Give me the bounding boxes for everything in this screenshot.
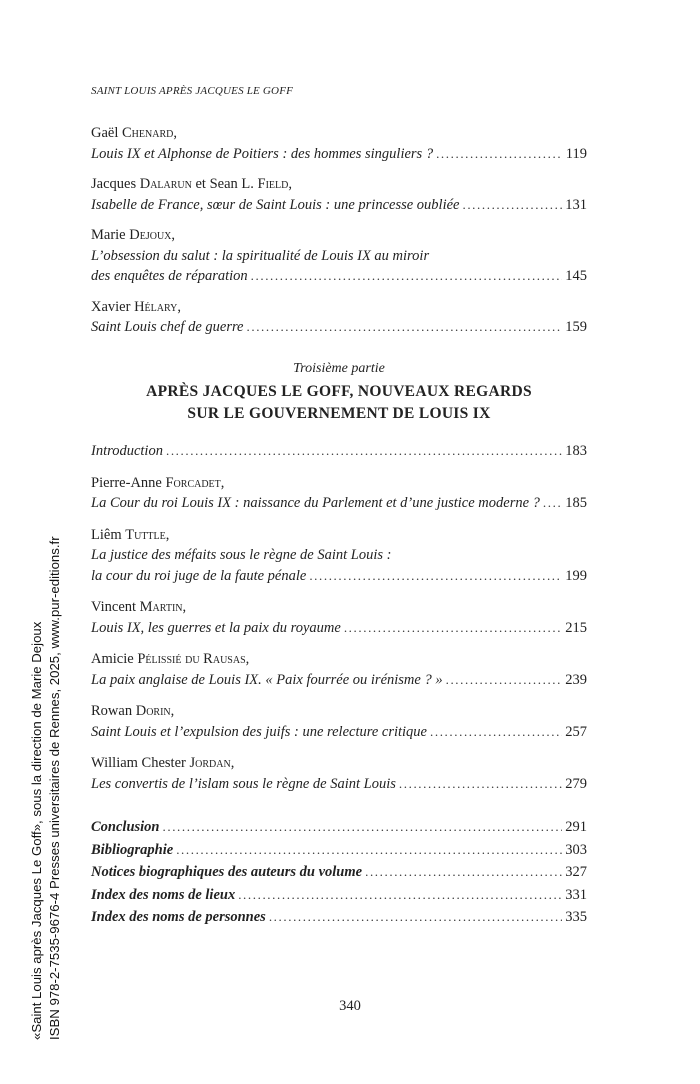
- toc-link-row[interactable]: [91, 670, 587, 691]
- page-ref: 183: [565, 443, 587, 459]
- author-surname: Martin: [139, 599, 183, 615]
- entry-title: des enquêtes de réparation: [91, 268, 248, 284]
- author-surname: Pélissié du Rausas: [137, 651, 246, 667]
- toc-entry: [91, 225, 587, 287]
- entry-title: La Cour du roi Louis IX : naissance du Parlement et d’une justice moderne ?: [91, 495, 540, 511]
- dot-leader: [247, 317, 563, 338]
- entry-author: [91, 753, 587, 774]
- toc-entry: [91, 753, 587, 794]
- back-matter-row[interactable]: [91, 816, 587, 839]
- author-surname: Hélary: [134, 298, 178, 315]
- page-ref: 215: [565, 619, 587, 636]
- author-surname: Tuttle: [125, 526, 166, 543]
- toc-link-row[interactable]: [91, 618, 587, 639]
- toc-link-row[interactable]: [91, 317, 587, 338]
- dot-leader: [365, 861, 562, 884]
- entry-title: Les convertis de l’islam sous le règne de Saint Louis: [91, 775, 396, 792]
- toc-section-back-matter: [91, 816, 587, 929]
- toc-entry: [91, 597, 587, 638]
- part-title-line-2: SUR LE GOUVERNEMENT DE LOUIS IX: [187, 405, 491, 422]
- author-name-part: ,: [170, 703, 175, 719]
- page-ref: 327: [565, 864, 587, 880]
- toc-entry: [91, 174, 587, 215]
- dot-leader: [309, 566, 562, 587]
- dot-leader: [446, 670, 563, 691]
- author-surname: Field: [257, 176, 289, 192]
- back-matter-title: Index des noms de lieux: [91, 886, 236, 903]
- author-name-part: et Sean L.: [191, 176, 258, 192]
- toc-entry: [91, 525, 587, 587]
- page-ref: 239: [565, 671, 587, 688]
- entry-author: [91, 123, 587, 144]
- dot-leader: [166, 441, 562, 462]
- author-name-part: Rowan: [91, 703, 136, 719]
- author-name-part: Liêm: [91, 526, 126, 543]
- entry-author: [91, 597, 587, 618]
- entry-title: Saint Louis et l’expulsion des juifs : une relecture critique: [91, 723, 427, 740]
- author-name-part: Jacques: [91, 176, 140, 192]
- author-name-part: ,: [182, 599, 187, 615]
- toc-section-top: [91, 123, 587, 338]
- author-surname: Jordan: [189, 755, 231, 771]
- back-matter-title: Notices biographiques des auteurs du volume: [91, 864, 363, 880]
- entry-title: Introduction: [91, 443, 163, 459]
- author-name-part: Xavier: [91, 298, 135, 315]
- author-surname: Dorin: [135, 703, 171, 719]
- back-matter-row[interactable]: [91, 906, 587, 929]
- dot-leader: [436, 144, 563, 165]
- page-ref: 185: [565, 495, 587, 511]
- entry-author: [91, 649, 587, 670]
- entry-title: la cour du roi juge de la faute pénale: [91, 567, 307, 584]
- dot-leader: [163, 816, 563, 839]
- side-note-line-2: ISBN 978-2-7535-9676-4 Presses universitaires de Rennes, 2025, www.pur-editions.fr: [47, 536, 62, 1040]
- entry-title-line: L’obsession du salut : la spiritualité de Louis IX au miroir: [91, 247, 430, 264]
- part-title-line-1: APRÈS JACQUES LE GOFF, NOUVEAUX REGARDS: [146, 383, 532, 400]
- page-ref: 257: [565, 723, 587, 740]
- back-matter-title: Bibliographie: [91, 841, 174, 858]
- page-ref: 303: [565, 841, 587, 858]
- side-note-line-1: «Saint Louis après Jacques Le Goff», sous la direction de Marie Dejoux: [29, 621, 44, 1040]
- toc-link-row[interactable]: [91, 195, 587, 216]
- toc-entry: [91, 441, 587, 462]
- toc-link-row[interactable]: [91, 441, 587, 462]
- entry-author: [91, 297, 587, 318]
- entry-title: Louis IX, les guerres et la paix du royaume: [91, 619, 341, 636]
- page-ref: 331: [565, 886, 587, 903]
- entry-title: La paix anglaise de Louis IX. « Paix fourrée ou irénisme ? »: [91, 671, 443, 688]
- author-name-part: ,: [230, 755, 235, 771]
- entry-author: [91, 701, 587, 722]
- author-name-part: ,: [171, 227, 176, 243]
- author-surname: Dejoux: [129, 227, 172, 243]
- author-surname: Chenard: [122, 125, 174, 141]
- toc-link-row[interactable]: [91, 493, 587, 514]
- page-ref: 279: [565, 775, 587, 792]
- author-name-part: William Chester: [91, 755, 190, 771]
- entry-author: [91, 525, 587, 546]
- back-matter-row[interactable]: [91, 884, 587, 907]
- dot-leader: [462, 195, 562, 216]
- toc-link-row[interactable]: [91, 774, 587, 795]
- back-matter-row[interactable]: [91, 839, 587, 862]
- page-ref: 119: [565, 145, 587, 162]
- entry-title: Saint Louis chef de guerre: [91, 319, 244, 335]
- side-note-citation: [28, 536, 64, 1040]
- part-title: [91, 381, 587, 425]
- page-ref: 199: [565, 567, 587, 584]
- back-matter-row[interactable]: [91, 861, 587, 884]
- entry-title: Isabelle de France, sœur de Saint Louis : une princesse oubliée: [91, 196, 460, 213]
- dot-leader: [543, 493, 562, 514]
- entry-author: [91, 174, 587, 195]
- page-number: 340: [339, 998, 361, 1014]
- page-ref: 291: [565, 819, 587, 835]
- toc-entry: [91, 473, 587, 514]
- back-matter-title: Index des noms de personnes: [91, 909, 266, 925]
- dot-leader: [344, 618, 562, 639]
- author-name-part: ,: [173, 125, 177, 141]
- author-name-part: ,: [245, 651, 250, 667]
- page-ref: 145: [565, 268, 587, 284]
- toc-link-row[interactable]: [91, 566, 587, 587]
- author-name-part: ,: [177, 298, 181, 315]
- dot-leader: [399, 774, 562, 795]
- toc-link-row[interactable]: [91, 266, 587, 287]
- author-name-part: Vincent: [91, 599, 140, 615]
- dot-leader: [430, 722, 562, 743]
- page-ref: 131: [565, 196, 587, 213]
- dot-leader: [176, 839, 562, 862]
- dot-leader: [251, 266, 563, 287]
- dot-leader: [269, 906, 562, 929]
- entry-author: [91, 225, 587, 246]
- toc-link-row[interactable]: [91, 144, 587, 165]
- dot-leader: [238, 884, 562, 907]
- author-surname: Dalarun: [139, 176, 192, 192]
- author-name-part: ,: [165, 526, 170, 543]
- entry-author: [91, 473, 587, 494]
- entry-title: Louis IX et Alphonse de Poitiers : des hommes singuliers ?: [91, 145, 434, 162]
- page-ref: 335: [565, 909, 587, 925]
- back-matter-title: Conclusion: [91, 819, 160, 835]
- toc-entry: [91, 649, 587, 690]
- part-label: Troisième partie: [293, 361, 385, 376]
- author-name-part: Marie: [91, 227, 130, 243]
- author-name-part: Amicie: [91, 651, 138, 667]
- toc-section-part3: [91, 441, 587, 794]
- entry-title-line: La justice des méfaits sous le règne de Saint Louis :: [91, 547, 392, 563]
- author-name-part: Pierre-Anne: [91, 474, 166, 491]
- toc-entry: [91, 701, 587, 742]
- running-head: SAINT LOUIS APRÈS JACQUES LE GOFF: [91, 85, 294, 97]
- author-surname: Forcadet: [165, 474, 221, 491]
- author-name-part: Gaël: [91, 125, 122, 141]
- author-name-part: ,: [288, 176, 292, 192]
- toc-entry: [91, 123, 587, 164]
- page-ref: 159: [565, 319, 587, 335]
- toc-link-row[interactable]: [91, 722, 587, 743]
- toc-entry: [91, 297, 587, 338]
- author-name-part: ,: [220, 474, 225, 491]
